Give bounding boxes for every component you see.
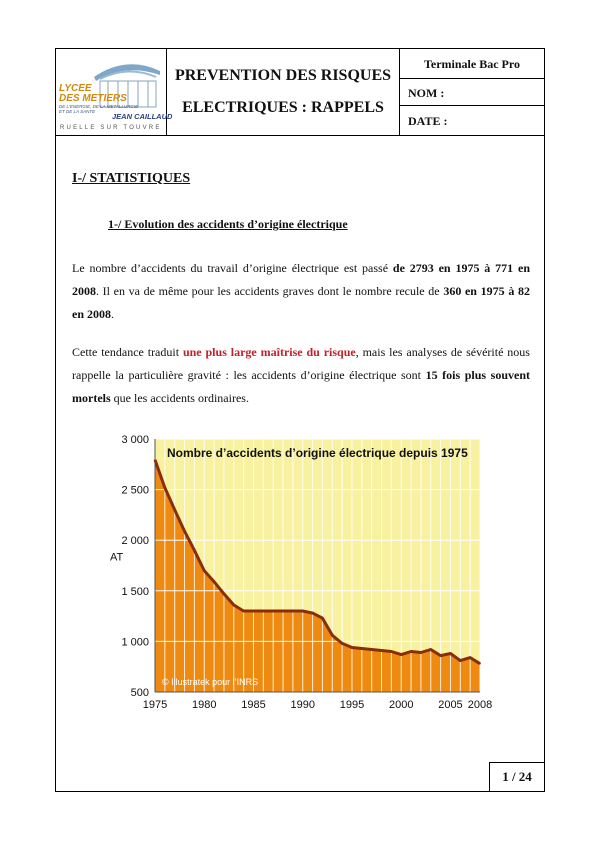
data-point <box>469 657 471 659</box>
data-point <box>233 604 235 606</box>
paragraph-statistics: Le nombre d’accidents du travail d’origine électrique est passé de 2793 en 1975 à 771 en 2008. Il en va de même pour les accidents graves dont le nombre recule de 360 en 1975 à 82 en 2008. <box>72 261 531 321</box>
y-axis-label: AT <box>110 551 124 564</box>
data-point <box>460 660 462 662</box>
x-tick-label: 2000 <box>388 699 414 711</box>
doc-title-line2: ELECTRIQUES : RAPPELS <box>182 99 384 116</box>
level-label: Terminale Bac Pro <box>400 49 544 79</box>
data-point <box>272 610 274 612</box>
y-tick-label: 1 500 <box>121 585 149 598</box>
x-tick-label: 1975 <box>142 699 168 711</box>
logo-line1: LYCEE <box>59 83 92 94</box>
logo-line3: DE L'ENERGIE, DE LA METALLURGIE <box>59 104 139 109</box>
data-point <box>154 459 156 461</box>
logo-line5: JEAN CAILLAUD <box>112 112 173 121</box>
title-cell <box>167 49 400 135</box>
y-tick-label: 1 000 <box>121 636 149 649</box>
y-tick-label: 2 500 <box>121 484 149 497</box>
x-tick-label: 1980 <box>192 699 217 711</box>
data-point <box>282 610 284 612</box>
section-heading: I-/ STATISTIQUES <box>72 171 191 186</box>
info-cell <box>400 49 544 135</box>
data-point <box>381 650 383 652</box>
data-point <box>203 570 205 572</box>
x-tick-label: 1990 <box>290 699 315 711</box>
data-point <box>430 649 432 651</box>
data-point <box>450 653 452 655</box>
data-point <box>223 593 225 595</box>
logo-line6: RUELLE SUR TOUVRE <box>60 125 162 131</box>
data-point <box>410 651 412 653</box>
data-point <box>164 487 166 489</box>
x-tick-label: 2008 <box>467 699 493 711</box>
chart-title: Nombre d’accidents d’origine électrique depuis 1975 <box>167 446 468 460</box>
data-point <box>243 610 245 612</box>
school-logo <box>56 49 173 135</box>
y-tick-label: 500 <box>130 687 149 699</box>
date-field-label: DATE : <box>408 114 448 128</box>
data-point <box>371 649 373 651</box>
chart-credit: © Illustratek pour l’INRS <box>162 677 259 687</box>
data-point <box>479 663 481 665</box>
logo-line4: ET DE LA SANTE <box>59 109 96 114</box>
data-point <box>341 643 343 645</box>
data-point <box>184 530 186 532</box>
page-frame <box>55 48 545 792</box>
data-point <box>174 509 176 511</box>
doc-title-line1: PREVENTION DES RISQUES <box>174 67 392 84</box>
data-point <box>351 647 353 649</box>
data-point <box>440 655 442 657</box>
x-tick-label: 1995 <box>339 699 365 711</box>
logo-line2: DES METIERS <box>59 93 127 104</box>
logo-graphic <box>56 49 173 135</box>
data-point <box>331 635 333 637</box>
data-point <box>292 610 294 612</box>
accidents-area-chart <box>96 429 496 709</box>
data-point <box>194 550 196 552</box>
x-tick-label: 2005 <box>438 699 463 711</box>
data-point <box>312 612 314 614</box>
page-number: 1 / 24 <box>489 762 544 791</box>
y-tick-label: 3 000 <box>121 434 149 446</box>
paragraph-severity: Cette tendance traduit une plus large maîtrise du risque, mais les analyses de sévérité nous rappelle la particulière gravité : les accidents d’origine électrique sont 15 fois plus souvent mortels que les accidents ordinaires. <box>72 345 530 405</box>
nom-field-label: NOM : <box>400 80 544 106</box>
data-point <box>391 651 393 653</box>
x-tick-label: 1985 <box>241 699 266 711</box>
subsection-heading: 1-/ Evolution des accidents d’origine électrique <box>108 217 348 231</box>
data-point <box>361 648 363 650</box>
header-table <box>56 49 544 136</box>
data-point <box>322 617 324 619</box>
data-point <box>302 610 304 612</box>
data-point <box>400 654 402 656</box>
y-tick-label: 2 000 <box>121 535 149 548</box>
data-point <box>420 652 422 654</box>
data-point <box>253 610 255 612</box>
data-point <box>263 610 265 612</box>
data-point <box>213 581 215 583</box>
